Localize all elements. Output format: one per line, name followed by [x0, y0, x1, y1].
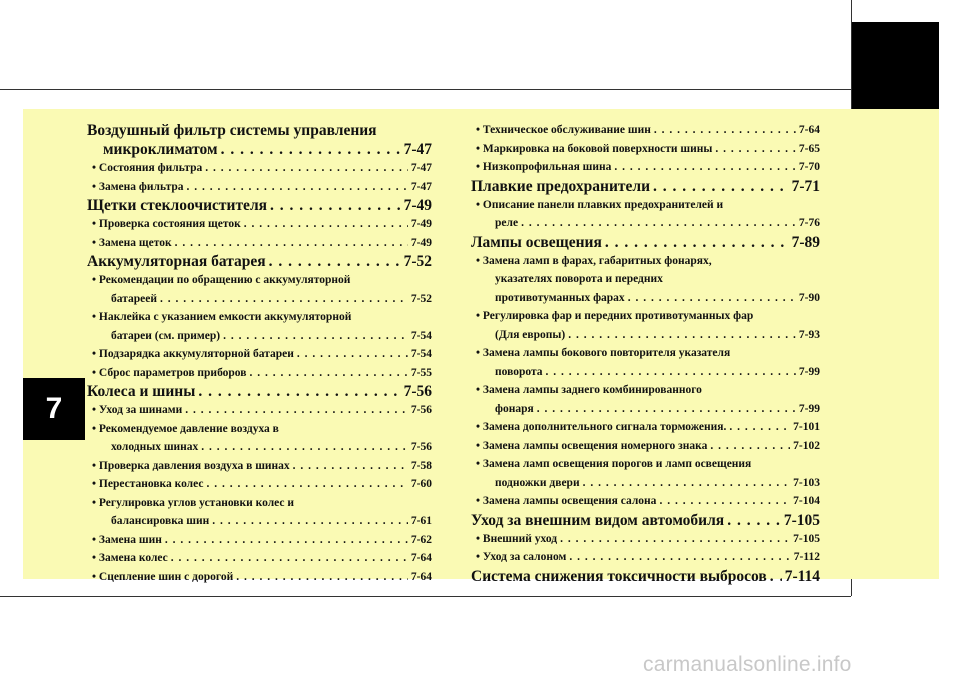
toc-subentry[interactable] [471, 492, 820, 511]
toc-leader-dots [537, 400, 796, 419]
toc-entry-first-line: • Замена ламп освещения порогов и ламп освещения [476, 458, 752, 470]
toc-entry-line [87, 382, 432, 401]
toc-entry-line [476, 474, 820, 493]
toc-page-number: 7-93 [798, 328, 820, 341]
toc-leader-dots [187, 178, 408, 197]
footer-watermark: carmanualsonline.info [643, 653, 852, 676]
toc-subentry[interactable] [87, 457, 432, 476]
toc-entry-first-line: • Замена лампы заднего комбинированного [476, 384, 702, 396]
toc-leader-dots [223, 327, 408, 346]
toc-entry-line [87, 196, 432, 215]
toc-subentry[interactable] [471, 437, 820, 456]
toc-subentry[interactable] [87, 475, 432, 494]
toc-heading[interactable] [87, 382, 432, 401]
toc-right-column [471, 121, 820, 586]
toc-heading[interactable] [87, 196, 432, 215]
toc-page-number: 7-64 [410, 570, 432, 583]
toc-entry-line [92, 327, 432, 346]
toc-subentry[interactable] [87, 345, 432, 364]
toc-page-number: 7-49 [410, 236, 432, 249]
toc-entry-line [476, 437, 820, 456]
toc-leader-dots [628, 289, 796, 308]
toc-entry-first-line: • Описание панели плавких предохранителей и [476, 198, 724, 211]
toc-left-column [87, 121, 432, 586]
toc-entry-title: поворота [495, 365, 543, 378]
toc-entry-title: • Перестановка колес [92, 478, 204, 490]
toc-page-number: 7-49 [403, 197, 432, 214]
toc-leader-dots [583, 474, 791, 493]
toc-entry-title: • Низкопрофильная шина [476, 161, 612, 173]
toc-page-number: 7-99 [798, 402, 820, 415]
toc-subentry[interactable] [471, 121, 820, 140]
toc-subentry[interactable] [87, 494, 432, 531]
toc-subentry[interactable] [87, 364, 432, 383]
toc-entry-line [476, 289, 820, 308]
toc-page-number: 7-76 [798, 217, 820, 229]
bottom-rule [0, 596, 851, 597]
toc-entry-title: Щетки стеклоочистителя [87, 197, 268, 214]
toc-entry-line [92, 438, 432, 457]
toc-heading[interactable] [471, 567, 820, 586]
toc-subentry[interactable] [87, 215, 432, 234]
toc-leader-dots [185, 401, 408, 420]
toc-entry-title: • Сцепление шин с дорогой [92, 570, 234, 583]
toc-page-number: 7-105 [783, 511, 820, 529]
toc-subentry[interactable] [471, 381, 820, 418]
toc-leader-dots [270, 196, 401, 215]
toc-entry-first-line: • Регулировка углов установки колес и [92, 496, 295, 509]
toc-page-number: 7-104 [793, 495, 820, 507]
toc-heading[interactable] [471, 177, 820, 196]
toc-subentry[interactable] [471, 196, 820, 233]
toc-page-number: 7-102 [793, 439, 820, 452]
toc-entry-title: • Замена шин [92, 533, 162, 546]
toc-leader-dots [654, 121, 796, 140]
toc-entry-first-line: • Регулировка фар и передних противотуманных фар [476, 310, 754, 322]
toc-leader-dots [729, 418, 790, 437]
toc-entry-title: • Уход за салоном [476, 551, 567, 563]
toc-page-number: 7-56 [403, 383, 432, 400]
toc-page-number: 7-54 [410, 348, 432, 360]
toc-entry-line [92, 549, 432, 568]
toc-heading[interactable] [471, 511, 820, 530]
toc-entry-title: • Техническое обслуживание шин [476, 124, 651, 136]
toc-page-number: 7-56 [410, 404, 432, 416]
toc-leader-dots [770, 567, 782, 586]
toc-page-number: 7-55 [410, 366, 432, 379]
toc-leader-dots [160, 290, 408, 309]
toc-entry-line [92, 178, 432, 197]
toc-entry-line [92, 475, 432, 494]
toc-page-number: 7-71 [791, 177, 820, 195]
toc-page-number: 7-99 [798, 365, 820, 378]
toc-subentry[interactable] [471, 455, 820, 492]
toc-entry-title: реле [495, 217, 519, 229]
toc-leader-dots [521, 214, 796, 233]
toc-page-number: 7-89 [791, 233, 820, 251]
toc-page-number: 7-62 [410, 533, 432, 546]
toc-entry-title: подножки двери [495, 476, 580, 489]
toc-leader-dots [236, 568, 408, 587]
toc-entry-line [92, 234, 432, 253]
toc-entry-line [92, 401, 432, 420]
toc-page-number: 7-56 [410, 441, 432, 453]
toc-entry-title: • Подзарядка аккумуляторной батареи [92, 348, 294, 360]
toc-leader-dots [715, 140, 796, 159]
toc-entry-title: • Замена лампы освещения номерного знака [476, 439, 708, 452]
toc-leader-dots [569, 548, 790, 567]
toc-entry-title: противотуманных фарах [495, 291, 625, 304]
toc-entry-line [92, 457, 432, 476]
toc-entry-title: • Замена колес [92, 552, 168, 564]
toc-leader-dots [560, 530, 790, 549]
toc-subentry[interactable] [87, 401, 432, 420]
toc-entry-title: Плавкие предохранители [471, 177, 651, 195]
toc-entry-line [476, 418, 820, 437]
toc-entry-title: • Замена щеток [92, 236, 172, 249]
toc-entry-line [87, 252, 432, 271]
toc-page-number: 7-49 [410, 218, 432, 230]
chapter-tab: 7 [23, 378, 85, 440]
toc-page-number: 7-105 [793, 532, 820, 545]
toc-entry-line [92, 512, 432, 531]
toc-entry-line [92, 364, 432, 383]
toc-page-number: 7-114 [784, 567, 820, 585]
toc-leader-dots [297, 345, 408, 364]
toc-leader-dots [546, 363, 796, 382]
toc-entry-title: Уход за внешним видом автомобиля [471, 511, 725, 529]
toc-entry-first-line: • Рекомендуемое давление воздуха в [92, 422, 279, 435]
toc-entry-line [92, 290, 432, 309]
toc-page-number: 7-47 [403, 141, 432, 158]
toc-leader-dots [568, 326, 796, 345]
toc-entry-line [476, 326, 820, 345]
toc-entry-title: • Маркировка на боковой поверхности шины [476, 142, 713, 155]
toc-entry-title: • Состояния фильтра [92, 162, 203, 174]
toc-entry-title: микроклиматом [103, 141, 218, 158]
toc-heading[interactable] [87, 252, 432, 271]
toc-entry-first-line: • Наклейка с указанием емкости аккумуляторной [92, 311, 352, 323]
toc-page-number: 7-58 [410, 459, 432, 472]
toc-entry-line [471, 233, 820, 252]
toc-entry-line [476, 121, 820, 140]
toc-entry-line [476, 363, 820, 382]
toc-entry-title: фонаря [495, 402, 534, 415]
toc-entry-title: • Уход за шинами [92, 404, 183, 416]
toc-page-number: 7-52 [403, 253, 432, 270]
toc-page-number: 7-64 [410, 552, 432, 564]
toc-subentry[interactable] [87, 271, 432, 308]
toc-heading[interactable] [471, 233, 820, 252]
toc-subentry[interactable] [471, 307, 820, 344]
toc-entry-line [476, 158, 820, 177]
toc-page-number: 7-64 [798, 124, 820, 136]
toc-leader-dots [659, 492, 790, 511]
toc-leader-dots [171, 549, 408, 568]
toc-entry-line [92, 568, 432, 587]
toc-entry-title: балансировка шин [111, 515, 210, 527]
toc-subentry[interactable] [87, 159, 432, 178]
toc-entry-line [92, 215, 432, 234]
toc-entry-line [471, 177, 820, 196]
toc-panel [23, 109, 939, 585]
toc-entry-title: Лампы освещения [471, 233, 602, 251]
toc-entry-title: • Проверка состояния щеток [92, 218, 241, 230]
toc-page-number: 7-65 [798, 142, 820, 155]
toc-entry-title: Аккумуляторная батарея [87, 253, 266, 270]
toc-subentry[interactable] [87, 549, 432, 568]
toc-entry-line [476, 530, 820, 549]
toc-subentry[interactable] [471, 158, 820, 177]
toc-entry-line [471, 511, 820, 530]
toc-entry-title: • Замена лампы освещения салона [476, 495, 657, 507]
toc-entry-title: батареей [111, 292, 157, 305]
toc-entry-line [92, 345, 432, 364]
toc-subentry[interactable] [471, 418, 820, 437]
toc-page-number: 7-101 [793, 421, 820, 433]
toc-subentry[interactable] [471, 530, 820, 549]
toc-page-number: 7-70 [798, 161, 820, 173]
toc-page-number: 7-47 [410, 162, 432, 174]
toc-entry-title: (Для европы) [495, 328, 566, 341]
toc-leader-dots [269, 252, 401, 271]
toc-entry-line [476, 548, 820, 567]
toc-leader-dots [244, 215, 408, 234]
toc-entry-title: холодных шинах [111, 441, 199, 453]
toc-subentry[interactable] [471, 548, 820, 567]
toc-page-number: 7-60 [410, 478, 432, 490]
toc-entry-title: • Сброс параметров приборов [92, 366, 247, 379]
toc-page-number: 7-54 [410, 329, 432, 342]
toc-subentry[interactable] [471, 344, 820, 381]
toc-entry-line [476, 214, 820, 233]
toc-subentry[interactable] [87, 531, 432, 550]
toc-leader-dots [207, 475, 408, 494]
toc-entry-line [471, 567, 820, 586]
toc-entry-first-line: • Рекомендации по обращению с аккумуляторной [92, 274, 351, 286]
toc-entry-first-line: • Замена лампы бокового повторителя указателя [476, 347, 731, 359]
toc-subentry[interactable] [87, 178, 432, 197]
toc-leader-dots [221, 140, 401, 159]
toc-leader-dots [249, 364, 407, 383]
toc-entry-line [476, 140, 820, 159]
toc-entry-line [92, 159, 432, 178]
toc-entry-first-line: Воздушный фильтр системы управления [87, 122, 377, 139]
toc-leader-dots [605, 233, 789, 252]
toc-subentry[interactable] [87, 420, 432, 457]
toc-leader-dots [614, 158, 796, 177]
toc-leader-dots [293, 457, 408, 476]
toc-leader-dots [212, 512, 408, 531]
toc-leader-dots [201, 438, 408, 457]
toc-subentry[interactable] [87, 568, 432, 587]
toc-entry-line [476, 400, 820, 419]
toc-leader-dots [175, 234, 408, 253]
toc-page-number: 7-47 [410, 180, 432, 193]
toc-leader-dots [727, 511, 781, 530]
toc-entry-title: • Внешний уход [476, 532, 558, 545]
toc-subentry[interactable] [87, 308, 432, 345]
top-rule [0, 89, 851, 90]
toc-leader-dots [710, 437, 790, 456]
toc-page-number: 7-90 [798, 291, 820, 304]
toc-leader-dots [165, 531, 408, 550]
toc-entry-mid-line: указателях поворота и передних [495, 273, 663, 285]
toc-entry-title: • Проверка давления воздуха в шинах [92, 459, 290, 472]
toc-entry-first-line: • Замена ламп в фарах, габаритных фонарях, [476, 254, 712, 267]
toc-page-number: 7-112 [793, 551, 820, 563]
toc-leader-dots [205, 159, 408, 178]
toc-entry-line [92, 531, 432, 550]
toc-entry-title: батареи (см. пример) [111, 329, 221, 342]
toc-page-number: 7-61 [410, 515, 432, 527]
toc-page-number: 7-52 [410, 292, 432, 305]
toc-subentry[interactable] [87, 234, 432, 253]
toc-heading[interactable] [87, 121, 432, 159]
toc-subentry[interactable] [471, 140, 820, 159]
toc-entry-title: Колеса и шины [87, 383, 196, 400]
toc-entry-line [476, 492, 820, 511]
chapter-corner-block [852, 22, 939, 109]
toc-subentry[interactable] [471, 252, 820, 308]
toc-leader-dots [198, 382, 400, 401]
toc-entry-title: Система снижения токсичности выбросов [471, 567, 767, 585]
toc-leader-dots [653, 177, 789, 196]
toc-entry-title: • Замена дополнительного сигнала торможения. [476, 421, 727, 433]
toc-entry-line [87, 140, 432, 159]
toc-entry-title: • Замена фильтра [92, 180, 184, 193]
toc-page-number: 7-103 [793, 476, 820, 489]
